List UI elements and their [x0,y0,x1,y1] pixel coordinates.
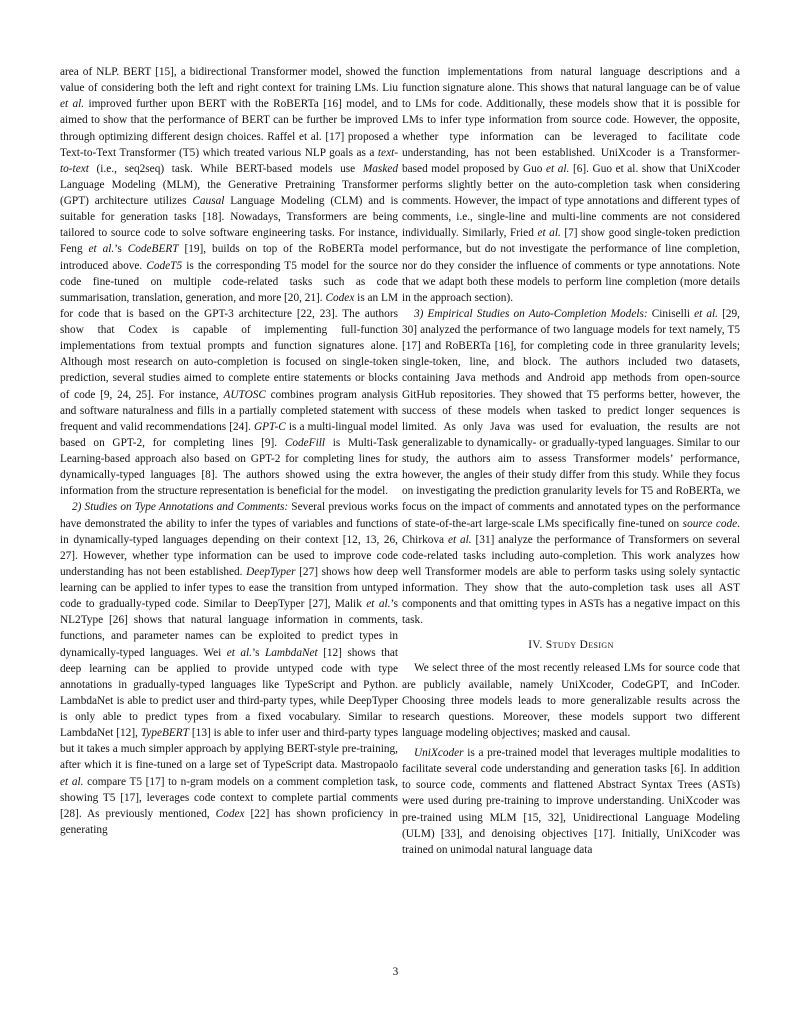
right-column [402,64,740,858]
page-number: 3 [392,966,399,978]
left-column [60,64,398,838]
paragraph-type-annotations-comments: 2) Studies on Type Annotations and Comments: Several previous works have demonstrated the ability to infer the types of variables and functions in dynamically-typed languages depending on their context [12, 13, 26, 27]. However, whether type information can be used to improve code understanding has not been established. DeepTyper [27] shows how deep learning can be applied to infer types to ease the transition from untyped code to gradually-typed code. Similar to DeepTyper [27], Malik et al.’s NL2Type [26] shows that natural language information in comments, functions, and parameter names can be exploited to predict types in dynamically-typed languages. Wei et al.’s LambdaNet [12] shows that deep learning can be applied to provide untyped code with type annotations in gradually-typed languages like TypeScript and Python. LambdaNet is able to predict user and third-party types, while DeepTyper is only able to predict types from a fixed vocabulary. Similar to LambdaNet [12], TypeBERT [13] is able to infer user and third-party types but it takes a much simpler approach by applying BERT-style pre-training, after which it is fine-tuned on a large set of TypeScript data. Mastropaolo et al. compare T5 [17] to n-gram models on a comment completion task, showing T5 [17], leverages code context to complete partial comments [28]. As previously mentioned, Codex [22] has shown proficiency in generating [60,501,399,836]
paragraph-unixcoder: UniXcoder is a pre-trained model that leverages multiple modalities to facilitate several code understanding and generation tasks [6]. In addition to source code, comments and flattened Abstract Syntax Trees (ASTs) were used during pre-training to improve understanding. UniXcoder was pre-trained using MLM [15, 32], Unidirectional Language Modeling (ULM) [33], and denoising objectives [17]. Initially, UniXcoder was trained on unimodal natural language data [402,747,740,856]
paragraph-function-implementations: function implementations from natural language descriptions and a function signature alone. This shows that natural language can be of value to LMs for code. Additionally, these models show that it is possible for LMs to infer type information from source code. However, the opposite, whether type information can be leveraged to facilitate code understanding, has not been established. UniXcoder is a Transformer-based model proposed by Guo et al. [6]. Guo et al. show that UniXcoder performs slightly better on the auto-completion task when considering comments. However, the impact of type annotations and different types of comments, i.e., single-line and multi-line comments are not considered individually. Similarly, Fried et al. [7] show good single-token prediction performance, but do not investigate the performance of line completion, nor do they consider the influence of comments or type annotations. Note that we adapt both these models to perform line completion (more details in the approach section). [402,66,740,304]
paragraph-selected-models: We select three of the most recently released LMs for source code that are publicly available, namely UniXcoder, CodeGPT, and InCoder. Choosing three models leads to more generalizable results across the research questions. Moreover, these models support two different language modeling objectives; masked and causal. [402,662,740,739]
paragraph-empirical-studies: 3) Empirical Studies on Auto-Completion Models: Ciniselli et al. [29, 30] analyzed the performance of two language models for text namely, T5 [17] and RoBERTa [16], for completing code in three granularity levels; single-token, line, and block. The authors included two datasets, containing Java methods and Android app methods from open-source GitHub repositories. They showed that T5 performs better, however, the success of these models when tasked to predict longer sequences is limited. As only Java was used for evaluation, the results are not generalizable to dynamically- or gradually-typed languages. Similar to our study, the authors aim to assess Transformer models’ performance, however, the angles of their study differ from this study. While they focus on investigating the prediction granularity levels for T5 and RoBERTa, we focus on the impact of comments and annotated types on the performance of state-of-the-art large-scale LMs specifically fine-tuned on source code. Chirkova et al. [31] analyze the performance of Transformers on several code-related tasks including auto-completion. This work analyzes how well Transformer models are able to perform tasks using solely syntactic information. They show that the auto-completion task uses all AST components and that omitting types in ASTs has a negative impact on this task. [402,307,740,627]
paragraph-transformers-background: area of NLP. BERT [15], a bidirectional Transformer model, showed the value of considering both the left and right context for training LMs. Liu et al. improved further upon BERT with the RoBERTa [16] model, and aimed to show that the performance of BERT can be further be improved through optimizing different design choices. Raffel et al. [17] proposed a Text-to-Text Transformer (T5) which treated various NLP goals as a text-to-text (i.e., seq2seq) task. While BERT-based models use Masked Language Modeling (MLM), the Generative Pretraining Transformer (GPT) architecture utilizes Causal Language Modeling (CLM) and is suitable for generation tasks [18]. Nowadays, Transformers are being tailored to source code to solve software engineering tasks. For instance, Feng et al.’s CodeBERT [19], builds on top of the RoBERTa model introduced above. CodeT5 is the corresponding T5 model for the source code fine-tuned on multiple code-related tasks such as code summarisation, translation, generation, and more [20, 21]. Codex is an LM for code that is based on the GPT-3 architecture [22, 23]. The authors show that Codex is capable of implementing full-function implementations from textual prompts and function signatures alone. Although most research on auto-completion is focused on single-token prediction, several studies aimed to complete entire statements or blocks of code [9, 24, 25]. For instance, AUTOSC combines program analysis and software naturalness and fills in a partially completed statement with frequent and valid recommendations [24]. GPT-C is a multi-lingual model based on GPT-2, for completing lines [9]. CodeFill is Multi-Task Learning-based approach also based on GPT-2 for completing lines for dynamically-typed languages [8]. The authors showed using the extra information from the structure representation is beneficial for the model. [60,66,399,498]
section-heading-study-design: IV. Study Design [528,639,614,652]
